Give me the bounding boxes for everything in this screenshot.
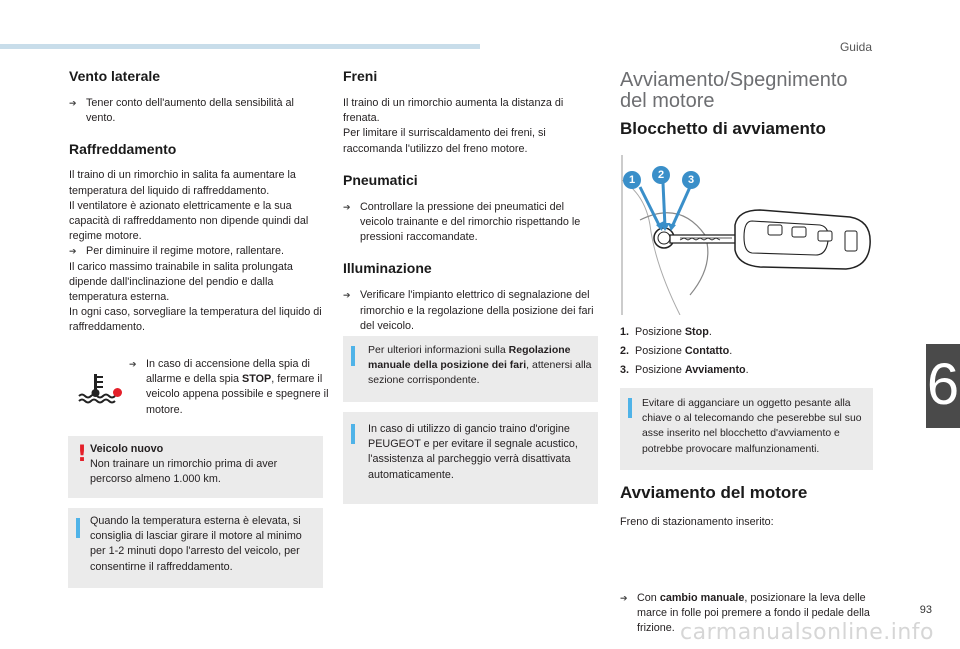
heading-illuminazione: Illuminazione [343,260,432,277]
main-title-line-1: Avviamento/Spegnimento [620,69,848,91]
info-icon [351,424,355,444]
paragraph-raff-2: Il ventilatore è azionato elettricamente e la sua capacità di raffreddamento non dipende quindi dal regime motore. [69,199,309,243]
info-box-temperatura [68,508,323,588]
paragraph-avv-1: Freno di stazionamento inserito: [620,516,774,528]
chapter-number: 6 [926,352,960,417]
column-1 [69,68,325,336]
column-2 [343,68,599,334]
position-item-contatto: 2. Posizione Contatto. [620,345,733,358]
position-list [620,325,874,379]
main-title-line-2: del motore [620,90,715,112]
info-icon [76,518,80,538]
exclamation-icon: ! [77,442,88,467]
heading-pneumatici: Pneumatici [343,171,418,188]
info-text-chiave: Evitare di agganciare un oggetto pesante alla chiave o al telecomando che peserebbe sul suo asse inserito nel blocchetto d'avviamento e potrebbe provocare malfunzionamenti. [642,398,862,455]
info-box-chiave [620,388,873,470]
top-rule [0,44,480,49]
heading-raffreddamento: Raffreddamento [69,141,177,158]
bullet-vento: ➔ Tener conto dell'aumento della sensibilità al vento. [69,96,325,126]
section-label: Guida [839,40,872,54]
heading-freni: Freni [343,68,378,84]
warning-stop-text: ➔ In caso di accensione della spia di allarme e della spia STOP, fermare il veicolo appena possibile e spegnere il motore. [129,357,344,418]
column-3-title [620,70,880,112]
watermark: carmanualsonline.info [680,620,934,645]
bullet-raff: ➔ Per diminuire il regime motore, rallentare. [69,244,325,259]
paragraph-freni-1: Il traino di un rimorchio aumenta la distanza di frenata. [343,97,564,125]
alert-text: Non trainare un rimorchio prima di aver percorso almeno 1.000 km. [90,458,278,486]
callout-1: 1 [623,171,641,189]
info-box-gancio [343,412,598,504]
alert-box-veicolo-nuovo [68,436,323,498]
coolant-temperature-warning-icon [76,372,116,404]
info-text-gancio: In caso di utilizzo di gancio traino d'origine PEUGEOT e per evitare il segnale acustico, l'assistenza al parcheggio verrà disattivata automaticamente. [368,423,578,481]
bullet-avv: ➔ Con cambio manuale, posizionare la leva delle marce in folle poi premere a fondo il pedale della frizione. [620,591,877,637]
info-text-fari: Per ulteriori informazioni sulla Regolazione manuale della posizione dei fari, attenersi alla sezione corrispondente. [368,344,592,387]
paragraph-raff-3: Il carico massimo trainabile in salita prolungata dipende dall'inclinazione del pendio e dalla temperatura esterna. [69,260,293,304]
heading-blocchetto: Blocchetto di avviamento [620,119,826,138]
bullet-pneumatici: ➔ Controllare la pressione dei pneumatici del veicolo trainante e del rimorchio rispettando le pressioni raccomandate. [343,200,599,246]
heading-vento-laterale: Vento laterale [69,68,161,84]
paragraph-raff-1: Il traino di un rimorchio in salita fa aumentare la temperatura del liquido di raffreddamento. [69,169,296,197]
paragraph-freni-2: Per limitare il surriscaldamento dei freni, si raccomanda l'utilizzo del freno motore. [343,127,546,155]
paragraph-raff-4: In ogni caso, sorvegliare la temperatura del liquido di raffreddamento. [69,306,322,334]
info-icon [628,398,632,418]
position-item-stop: 1. Posizione Stop. [620,326,712,338]
red-dot-icon [113,388,122,397]
info-icon [351,346,355,366]
info-text-temperatura: Quando la temperatura esterna è elevata, si consiglia di lasciar girare il motore al minimo per 1-2 minuti dopo l'arresto del veicolo, per consentirne il raffreddamento. [90,515,302,573]
alert-title: Veicolo nuovo [90,443,164,455]
bullet-illuminazione: ➔ Verificare l'impianto elettrico di segnalazione del rimorchio e la regolazione della posizione dei fari del veicolo. [343,288,599,334]
heading-avviamento-motore: Avviamento del motore [620,483,808,502]
position-item-avviamento: 3. Posizione Avviamento. [620,364,749,377]
page-number: 93 [919,604,932,616]
callout-3: 3 [682,171,700,189]
callout-2: 2 [652,166,670,184]
info-box-fari [343,336,598,402]
